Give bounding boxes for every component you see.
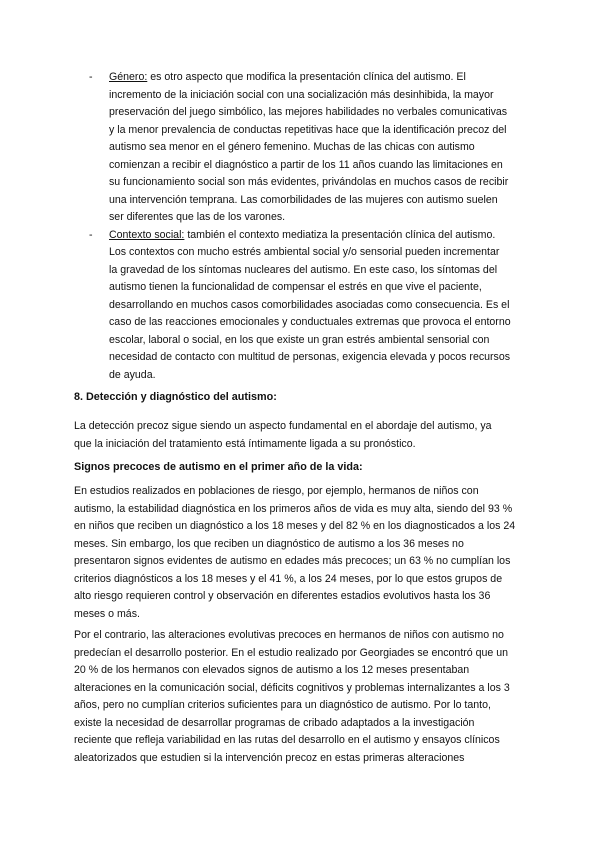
section-heading: 8. Detección y diagnóstico del autismo: [74, 391, 277, 403]
paragraph-line: La detección precoz sigue siendo un aspecto fundamental en el abordaje del autismo, ya [74, 420, 492, 432]
bullet-text-line: autismo tienen la funcionalidad de compensar el estrés en que vive el paciente, [109, 281, 482, 293]
dash-bullet-icon: - [89, 71, 93, 83]
bullet-text-line: y la menor prevalencia de conductas repetitivas hace que la identificación precoz del [109, 123, 507, 136]
bullet-term: Género: [109, 71, 148, 83]
paragraph-line: aleatorizados que estudien si la intervención precoz en estas primeras alteraciones [74, 751, 465, 764]
bullet-text-line: preservación del juego simbólico, las mejores habilidades no verbales comunicativas [109, 106, 508, 118]
paragraph-line: En estudios realizados en poblaciones de riesgo, por ejemplo, hermanos de niños con [74, 485, 479, 497]
paragraph-line: que la iniciación del tratamiento está íntimamente ligada a su pronóstico. [74, 437, 416, 450]
subheading: Signos precoces de autismo en el primer año de la vida: [74, 461, 363, 473]
bullet-text-line: la gravedad de los síntomas nucleares del autismo. En este caso, los síntomas del [109, 263, 498, 276]
bullet-text-line: comienzan a recibir el diagnóstico a partir de los 11 años cuando las limitaciones en [109, 158, 503, 171]
paragraph-line: predecían el desarrollo posterior. En el estudio realizado por Georgiades se encontró que un [74, 646, 509, 659]
bullet-term: Contexto social: [109, 228, 185, 241]
bullet-text-line: escolar, laboral o social, en los que existe un gran estrés ambiental sensorial con [109, 333, 490, 346]
paragraph-early-signs [74, 483, 532, 623]
bullet-text-line: Los contextos con mucho estrés ambiental social y/o sensorial pueden incrementar [109, 246, 500, 258]
paragraph-line: años, pero no cumplían criterios suficientes para un diagnóstico de autismo. Por lo tanto, [74, 699, 491, 711]
bullet-text-line: autismo sea menor en el género femenino. Muchas de las chicas con autismo [109, 141, 475, 153]
bullet-text-line: necesidad de contacto con multitud de personas, exigencia elevada y pocos recursos [109, 351, 511, 363]
paragraph-line: autismo, la estabilidad diagnóstica en los primeros años de vida es muy alta, siendo del 93 % [74, 502, 513, 515]
bullet-text-line: una intervención temprana. Las comorbilidades de las mujeres con autismo suelen [109, 193, 498, 206]
paragraph-line: reciente que refleja variabilidad en las rutas del desarrollo en el autismo y ensayos clínicos [74, 734, 500, 746]
bullet-text-line: de ayuda. [109, 368, 156, 381]
bullet-text-line: caso de las reacciones emocionales y conductuales extremas que provoca el entorno [109, 316, 511, 328]
paragraph-line: alto riesgo requieren control y observación en diferentes estadios evolutivos hasta los 36 [74, 590, 491, 602]
paragraph-line: criterios diagnósticos a los 18 meses y el 41 %, a los 24 meses, por lo que estos grupos de [74, 572, 503, 585]
bullet-gender [84, 69, 530, 227]
bullet-text-line: incremento de la iniciación social con una socialización más desinhibida, la mayor [109, 88, 494, 101]
bullet-text-line: ser diferentes que las de los varones. [109, 211, 286, 223]
paragraph-line: meses o más. [74, 607, 140, 620]
paragraph-line: meses. Sin embargo, los que reciben un diagnóstico de autismo a los 36 meses no [74, 537, 464, 550]
intro-paragraph [74, 418, 532, 453]
bullet-text-line: también el contexto mediatiza la presentación clínica del autismo. [184, 228, 496, 241]
bullet-text-line: es otro aspecto que modifica la presentación clínica del autismo. El [147, 71, 466, 83]
bullet-list [84, 69, 530, 384]
paragraph-line: existe la necesidad de desarrollar programas de cribado adaptados a la investigación [74, 716, 475, 729]
paragraph-line: Por el contrario, las alteraciones evolutivas precoces en hermanos de niños con autismo no [74, 629, 504, 641]
bullet-text-line: su funcionamiento social son más evidentes, privándolas en muchos casos de recibir [109, 176, 509, 188]
bullet-text-line: desarrollando en muchos casos comorbilidades asociadas como consecuencia. Es el [109, 298, 510, 311]
paragraph-line: en niños que reciben un diagnóstico a los 18 meses y del 82 % en los diagnosticados a los 24 [74, 520, 516, 532]
paragraph-line: 20 % de los hermanos con elevados signos de autismo a los 12 meses presentaban [74, 664, 470, 676]
paragraph-line: presentaron signos evidentes de autismo en edades más precoces; un 63 % no cumplían los [74, 555, 511, 567]
bullet-social-context [84, 227, 530, 385]
paragraph-developmental [74, 627, 532, 767]
dash-bullet-icon: - [89, 228, 93, 241]
paragraph-line: alteraciones en la comunicación social, déficits cognitivos y problemas internalizantes a los 3 [74, 681, 510, 694]
